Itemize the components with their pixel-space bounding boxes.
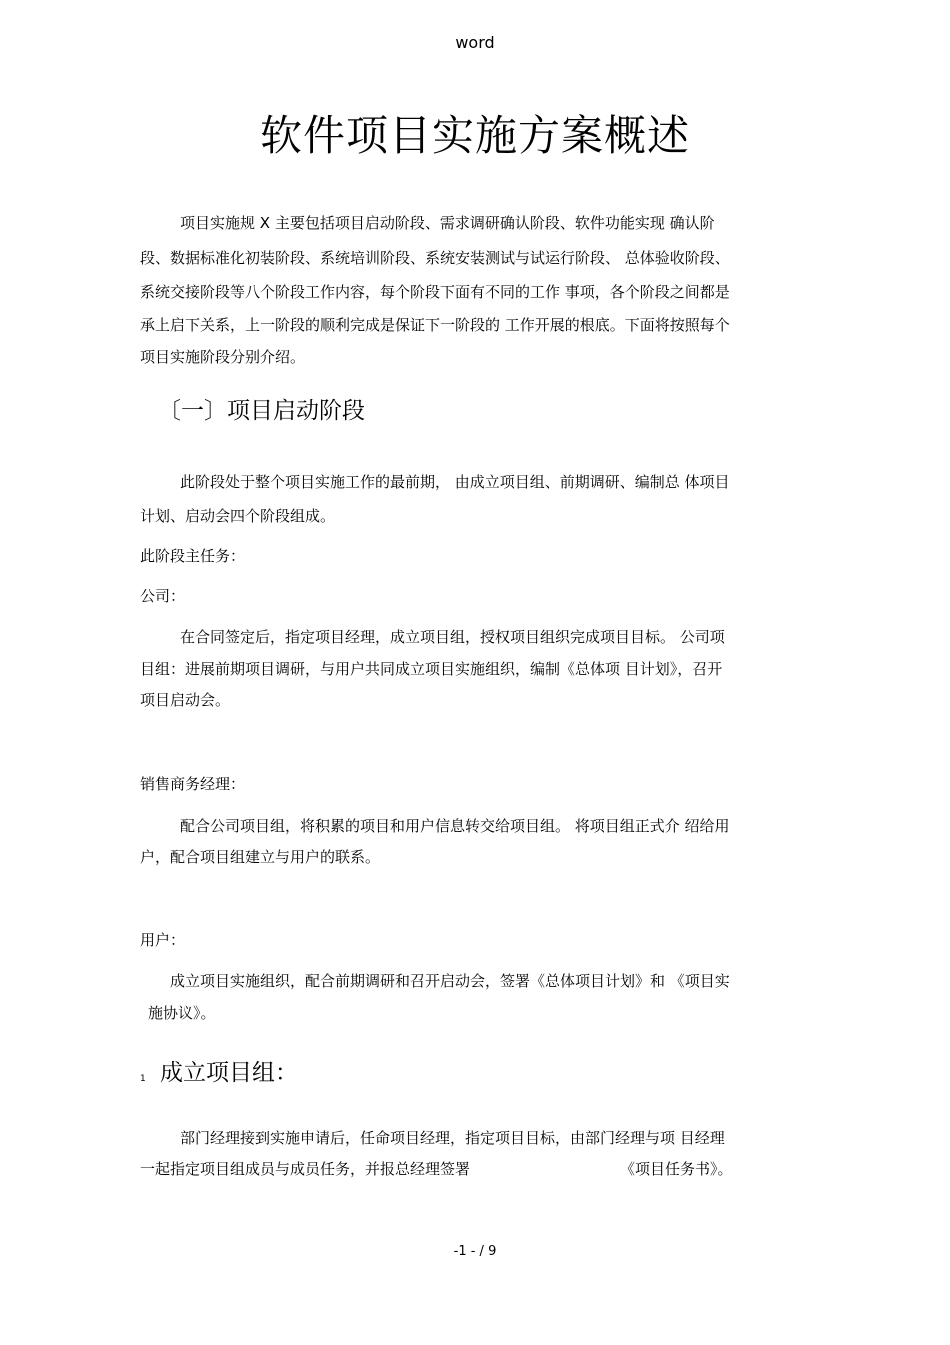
page-number: -1 - / 9 <box>453 1244 497 1259</box>
subsection-number: 1 <box>140 1074 146 1084</box>
document-title: 软件项目实施方案概述 <box>259 111 690 160</box>
user-line-2: 施协议》。 <box>148 1004 216 1022</box>
intro-line-3: 系统交接阶段等八个阶段工作内容，每个阶段下面有不同的工作 事项，各个阶段之间都是 <box>140 283 730 301</box>
intro-line-2: 段、数据标准化初装阶段、系统培训阶段、系统安装测试与试运行阶段、 总体验收阶段、 <box>140 249 730 267</box>
company-line-2: 目组：进展前期项目调研，与用户共同成立项目实施组织，编制《总体项 目计划》，召开 <box>140 660 723 678</box>
page-header: word <box>455 33 495 52</box>
form-team-line-2b: 《项目任务书》。 <box>620 1160 733 1178</box>
sales-line-2: 户，配合项目组建立与用户的联系。 <box>140 848 381 866</box>
subsection-heading-form-team: 成立项目组： <box>160 1060 298 1086</box>
intro-line-4: 承上启下关系，上一阶段的顺利完成是保证下一阶段的 工作开展的根底。下面将按照每个 <box>140 316 730 334</box>
section1-para-line-1: 此阶段处于整个项目实施工作的最前期， 由成立项目组、前期调研、编制总 体项目 <box>180 473 730 491</box>
main-task-label: 此阶段主任务： <box>140 547 246 565</box>
company-line-3: 项目启动会。 <box>140 691 231 709</box>
sales-line-1: 配合公司项目组，将积累的项目和用户信息转交给项目组。 将项目组正式介 绍给用 <box>180 817 730 835</box>
intro-line-1: 项目实施规 X 主要包括项目启动阶段、需求调研确认阶段、软件功能实现 确认阶 <box>180 214 715 232</box>
user-label: 用户： <box>140 931 186 949</box>
company-label: 公司： <box>140 587 186 605</box>
form-team-line-1: 部门经理接到实施申请后，任命项目经理，指定项目目标，由部门经理与项 目经理 <box>180 1129 725 1147</box>
section1-para-line-2: 计划、启动会四个阶段组成。 <box>140 507 336 525</box>
section-heading-project-start: 〔一〕项目启动阶段 <box>158 398 365 424</box>
user-line-1: 成立项目实施组织，配合前期调研和召开启动会，签署《总体项目计划》和 《项目实 <box>170 972 730 990</box>
intro-line-5: 项目实施阶段分别介绍。 <box>140 348 306 366</box>
sales-manager-label: 销售商务经理： <box>140 775 246 793</box>
form-team-line-2a: 一起指定项目组成员与成员任务，并报总经理签署 <box>140 1160 471 1178</box>
company-line-1: 在合同签定后，指定项目经理，成立项目组，授权项目组织完成项目目标。 公司项 <box>180 628 725 646</box>
